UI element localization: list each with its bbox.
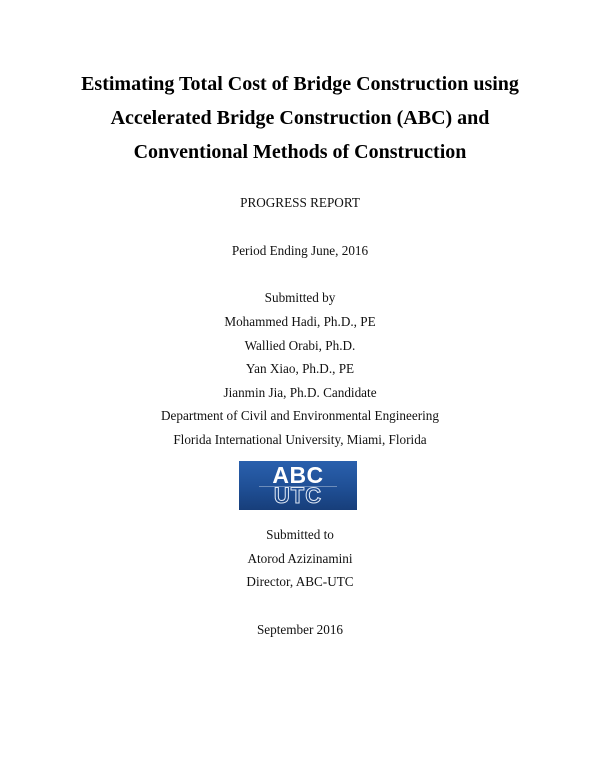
submitted-by-label: Submitted by	[264, 290, 336, 305]
title-line-3: Conventional Methods of Construction	[133, 141, 467, 163]
report-type: PROGRESS REPORT	[240, 195, 360, 210]
author-1: Mohammed Hadi, Ph.D., PE	[224, 314, 376, 329]
logo-abc-text: ABC	[272, 462, 324, 488]
department: Department of Civil and Environmental Engineering	[161, 408, 439, 423]
recipient-name: Atorod Azizinamini	[247, 551, 353, 566]
title-line-2: Accelerated Bridge Construction (ABC) and	[110, 107, 490, 129]
submitted-to-label: Submitted to	[266, 527, 334, 542]
abc-utc-logo	[239, 461, 357, 510]
report-date: September 2016	[256, 622, 344, 637]
author-4: Jianmin Jia, Ph.D. Candidate	[223, 385, 377, 400]
logo-utc-text: UTC	[273, 483, 323, 508]
title-line-1: Estimating Total Cost of Bridge Construction using	[81, 73, 519, 95]
institution: Florida International University, Miami, Florida	[173, 432, 427, 447]
author-2: Wallied Orabi, Ph.D.	[244, 338, 356, 353]
author-3: Yan Xiao, Ph.D., PE	[245, 361, 355, 376]
recipient-role: Director, ABC-UTC	[246, 574, 354, 589]
period-ending: Period Ending June, 2016	[231, 243, 369, 258]
